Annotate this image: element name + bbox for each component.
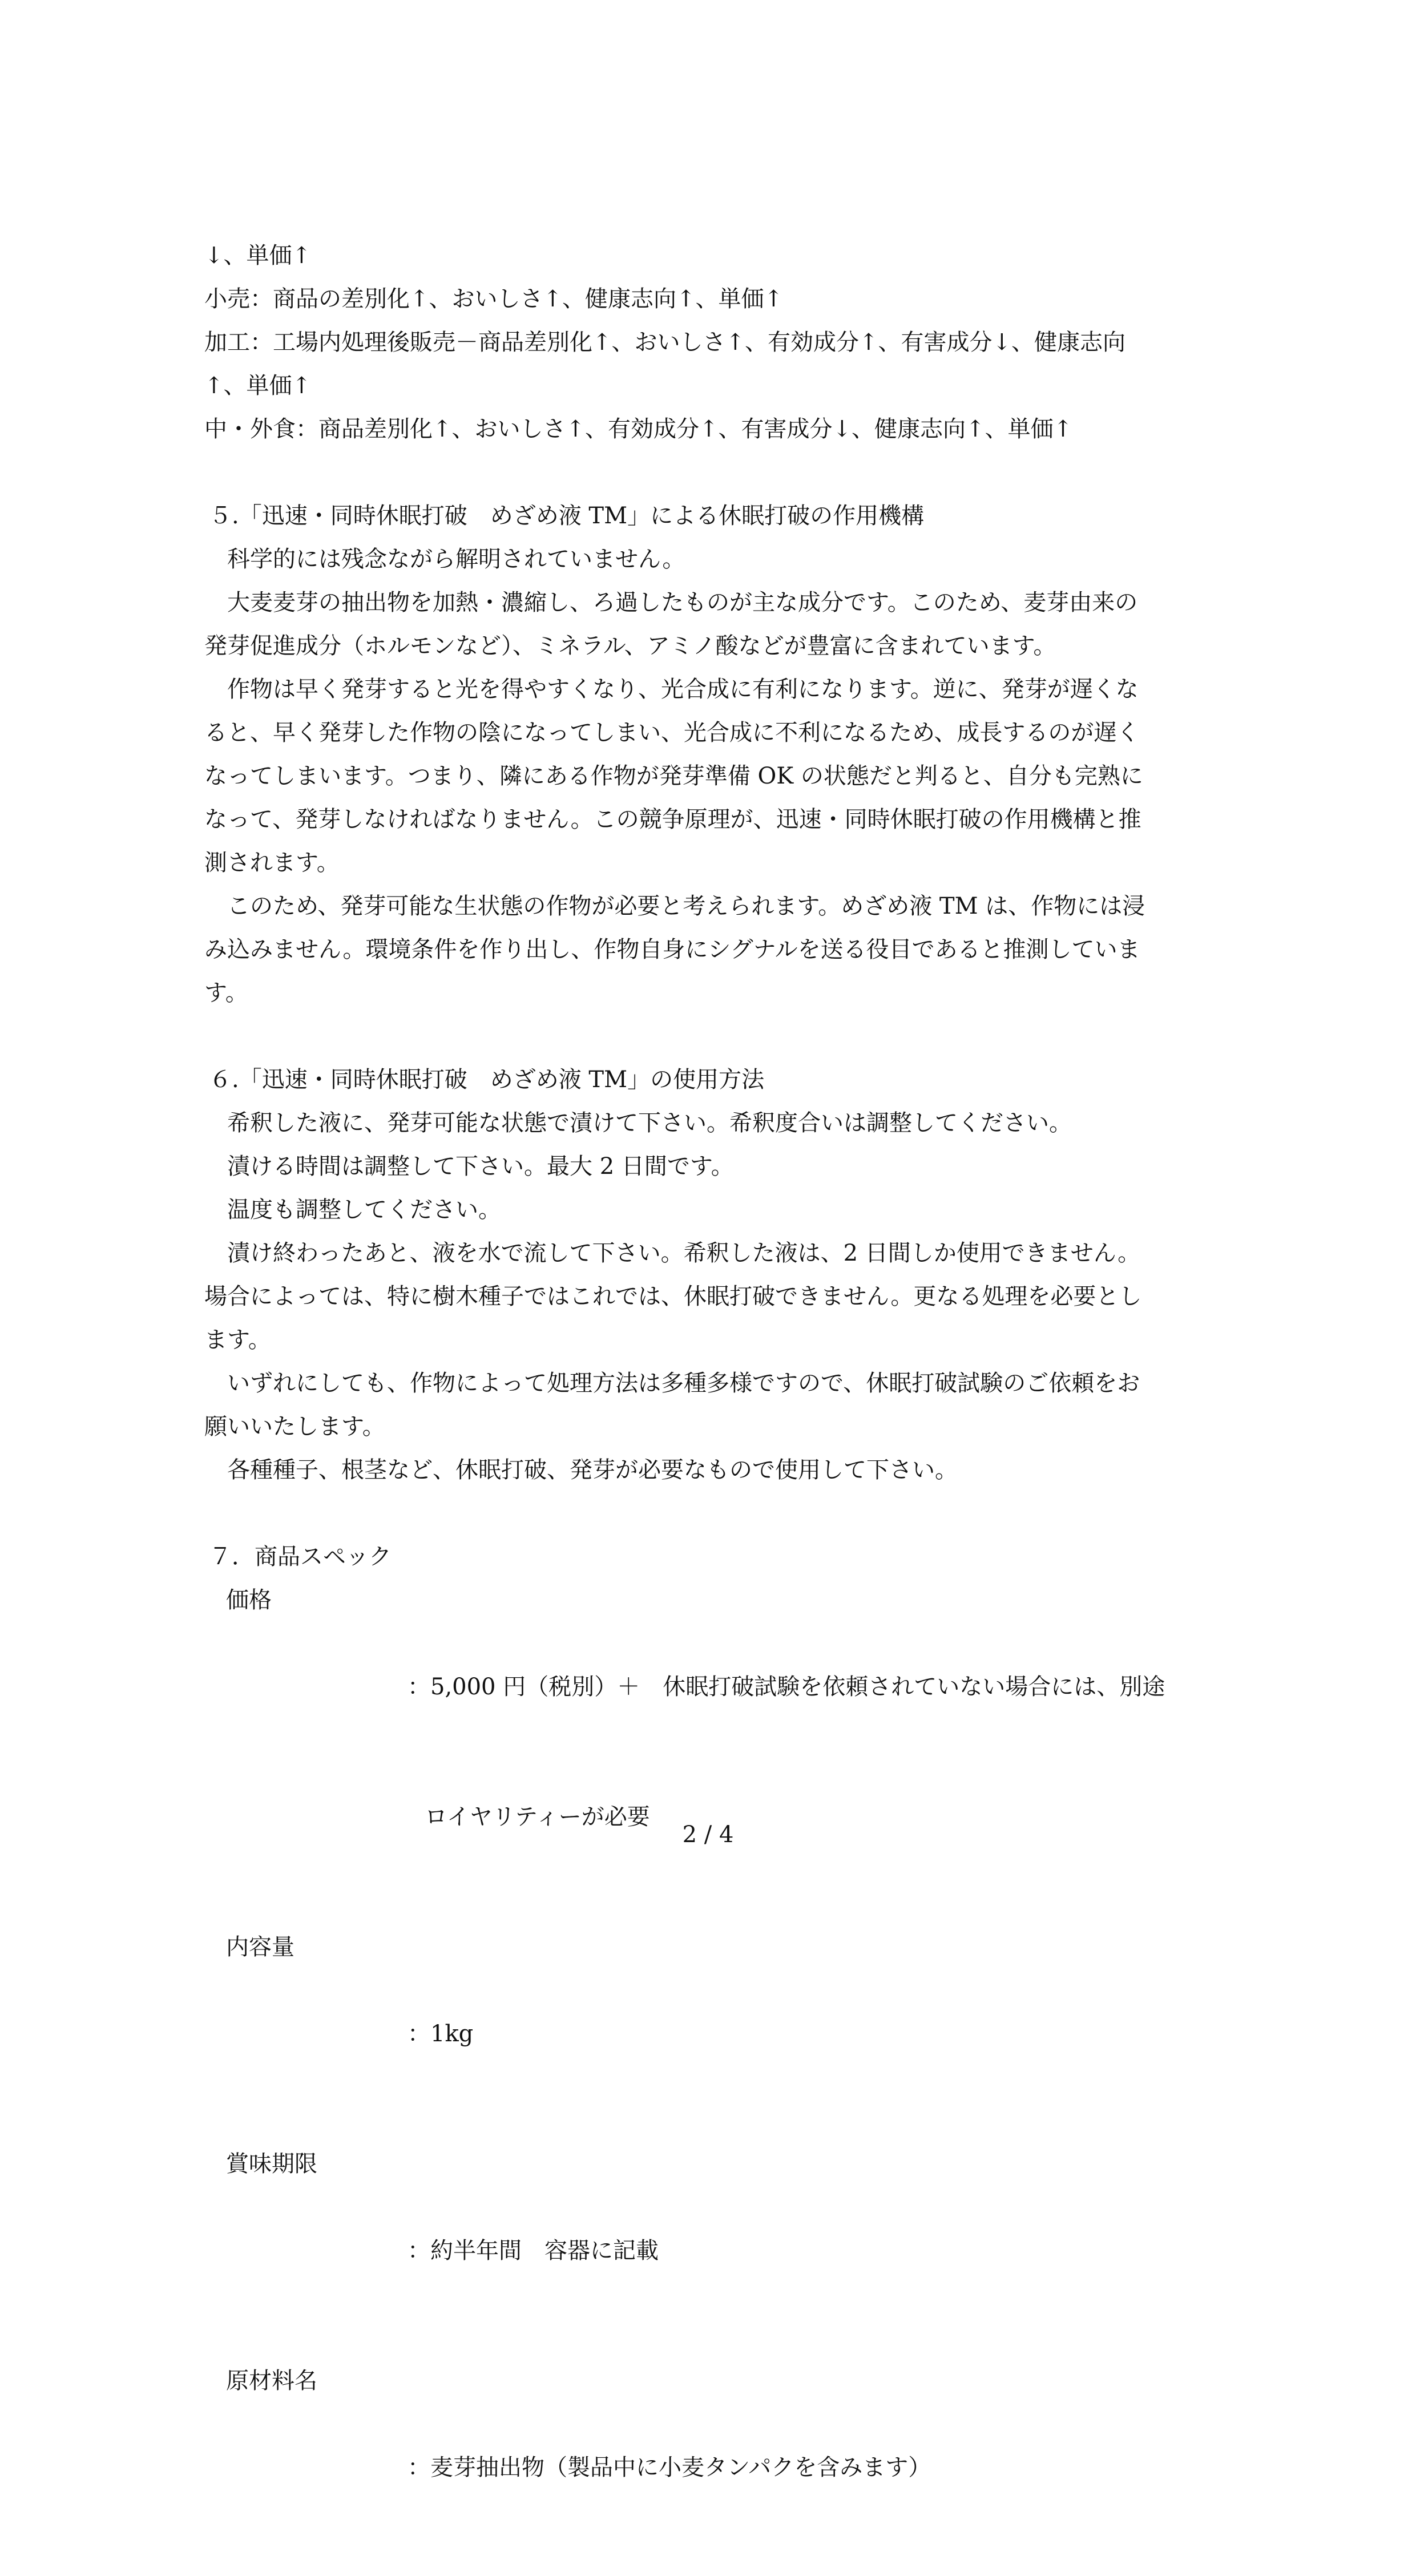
spec-value-line: ロイヤリティーが必要 (425, 1804, 650, 1830)
paragraph-line: なって、発芽しなければなりません。この競争原理が、迅速・同時休眠打破の作用機構と推 (204, 806, 1141, 833)
intro-block (204, 234, 1220, 451)
intro-line: 小売：商品の差別化↑、おいしさ↑、健康志向↑、単価↑ (204, 286, 784, 312)
spec-key: 価格 (226, 1587, 272, 1613)
paragraph-line: 希釈した液に、発芽可能な状態で漬けて下さい。希釈度合いは調整してください。 (227, 1110, 1072, 1136)
spec-key: 賞味期限 (226, 2151, 317, 2177)
intro-line: ↓、単価↑ (204, 243, 312, 269)
spec-row-ingredients (204, 2359, 1220, 2576)
paragraph-line: 作物は早く発芽すると光を得やすくなり、光合成に有利になります。逆に、発芽が遅くな (227, 676, 1139, 702)
paragraph-line: なってしまいます。つまり、隣にある作物が発芽準備 OK の状態だと判ると、自分も完熟に (204, 763, 1143, 789)
spec-value-line: ：1kg (408, 2021, 474, 2047)
section-heading: ６.「迅速・同時休眠打破 めざめ液 TM」の使用方法 (209, 1067, 765, 1093)
document-body (204, 234, 1220, 2576)
spec-key: 内容量 (226, 1934, 295, 1960)
section-6 (204, 1058, 1220, 1492)
paragraph-line: ると、早く発芽した作物の陰になってしまい、光合成に不利になるため、成長するのが遅く (204, 720, 1140, 746)
spec-value (408, 1925, 1220, 2142)
paragraph-line: このため、発芽可能な生状態の作物が必要と考えられます。めざめ液 TM は、作物には浸 (227, 893, 1145, 919)
section-gap (204, 451, 1220, 494)
paragraph-line: 場合によっては、特に樹木種子ではこれでは、休眠打破できません。更なる処理を必要とし (204, 1283, 1142, 1310)
page-number: 2 / 4 (682, 1822, 734, 1848)
section-gap (204, 1015, 1220, 1058)
paragraph-line: 漬け終わったあと、液を水で流して下さい。希釈した液は、2 日間しか使用できません。 (227, 1240, 1141, 1266)
spec-value (408, 2142, 1220, 2359)
spec-value-line: ：約半年間 容器に記載 (408, 2238, 659, 2264)
paragraph-line: み込みません。環境条件を作り出し、作物自身にシグナルを送る役目であると推測していま (204, 936, 1140, 963)
intro-line: 加工：工場内処理後販売－商品差別化↑、おいしさ↑、有効成分↑、有害成分↓、健康志向 (204, 329, 1126, 356)
spec-value (408, 1578, 1220, 1925)
paragraph-line: 大麦麦芽の抽出物を加熱・濃縮し、ろ過したものが主な成分です。このため、麦芽由来の (227, 590, 1138, 616)
paragraph-line: 発芽促進成分（ホルモンなど）、ミネラル、アミノ酸などが豊富に含まれています。 (204, 633, 1056, 659)
section-7 (204, 1535, 1220, 2576)
paragraph-line: 漬ける時間は調整して下さい。最大 2 日間です。 (227, 1153, 734, 1180)
paragraph-line: いずれにしても、作物によって処理方法は多種多様ですので、休眠打破試験のご依頼をお (227, 1370, 1140, 1396)
section-heading: ７．商品スペック (209, 1544, 392, 1570)
paragraph-line: ます。 (204, 1327, 271, 1353)
paragraph-line: 各種種子、根茎など、休眠打破、発芽が必要なもので使用して下さい。 (227, 1457, 958, 1483)
paragraph-line: 温度も調整してください。 (227, 1197, 501, 1223)
paragraph-line: 測されます。 (204, 850, 340, 876)
intro-line: 中・外食：商品差別化↑、おいしさ↑、有効成分↑、有害成分↓、健康志向↑、単価↑ (204, 416, 1073, 442)
spec-row-best-before (204, 2142, 1220, 2359)
intro-line: ↑、単価↑ (204, 373, 312, 399)
section-gap (204, 1492, 1220, 1535)
spec-key: 原材料名 (226, 2368, 317, 2394)
paragraph-line: 科学的には残念ながら解明されていません。 (227, 546, 685, 572)
paragraph-line: す。 (204, 980, 248, 1006)
spec-value-line: ：5,000 円（税別）＋ 休眠打破試験を依頼されていない場合には、別途 (408, 1674, 1165, 1700)
spec-value (408, 2359, 1220, 2576)
paragraph-line: 願いいたします。 (204, 1414, 385, 1440)
spec-value-line: ：麦芽抽出物（製品中に小麦タンパクを含みます） (408, 2454, 931, 2481)
spec-row-volume (204, 1925, 1220, 2142)
spec-row-price (204, 1578, 1220, 1925)
section-heading: ５.「迅速・同時休眠打破 めざめ液 TM」による休眠打破の作用機構 (209, 503, 925, 529)
section-5 (204, 494, 1220, 1015)
